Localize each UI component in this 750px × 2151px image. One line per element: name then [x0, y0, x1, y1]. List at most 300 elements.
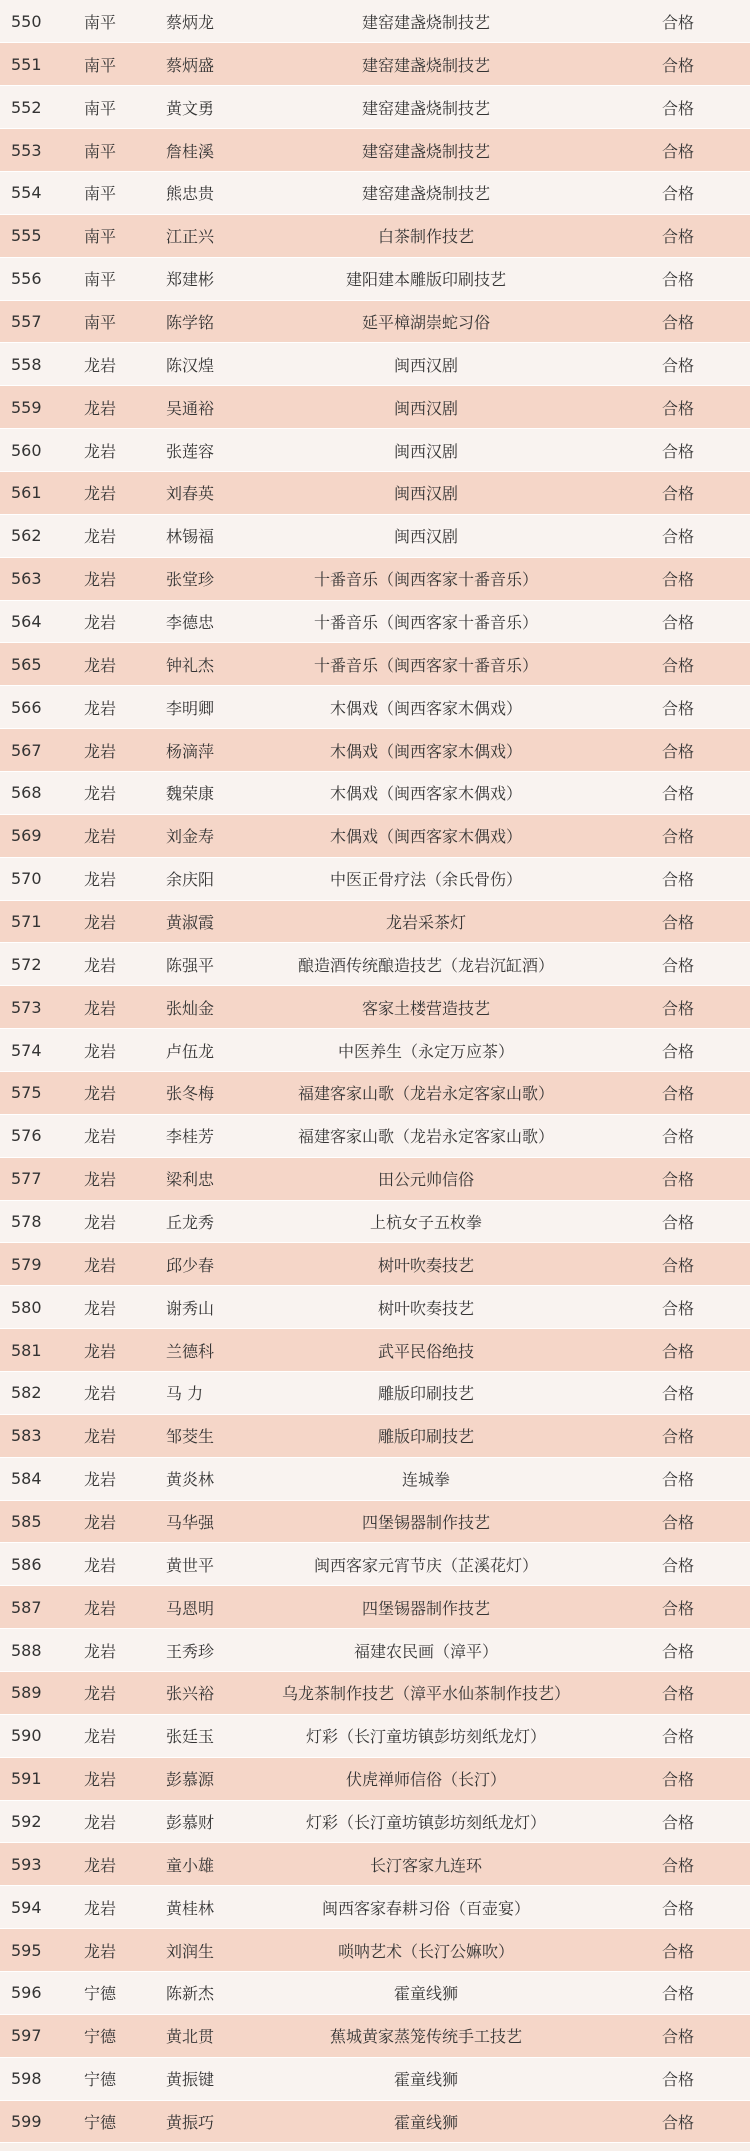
row-result: 合格 — [661, 870, 694, 890]
row-number: 550 — [11, 11, 42, 31]
row-name: 黄桂林 — [166, 1898, 215, 1918]
row-result: 合格 — [661, 912, 694, 932]
table-row — [0, 1929, 750, 1972]
row-name: 黄文勇 — [166, 98, 215, 118]
row-region: 龙岩 — [83, 1898, 116, 1918]
row-name: 王秀珍 — [166, 1641, 215, 1661]
row-number: 569 — [11, 826, 42, 846]
row-region: 南平 — [83, 55, 116, 75]
table-row — [0, 1329, 750, 1372]
table-row — [0, 1629, 750, 1672]
row-name: 李明卿 — [166, 698, 215, 718]
table-row — [0, 600, 750, 643]
row-number: 597 — [11, 2026, 42, 2046]
row-region: 龙岩 — [83, 1727, 116, 1747]
row-name: 黄炎林 — [166, 1470, 215, 1490]
row-project: 福建农民画（漳平） — [353, 1641, 498, 1661]
row-number: 585 — [11, 1512, 42, 1531]
row-name: 郑建彬 — [166, 270, 215, 290]
row-result: 合格 — [661, 741, 694, 761]
row-name: 陈强平 — [166, 955, 215, 975]
row-name: 黄振巧 — [166, 2113, 215, 2133]
table-row — [0, 129, 750, 172]
row-name: 江正兴 — [166, 227, 215, 247]
table-row — [0, 86, 750, 129]
table-row — [0, 1157, 750, 1200]
table-row — [0, 814, 750, 857]
row-project: 武平民俗绝技 — [377, 1341, 474, 1361]
table-row — [0, 1372, 750, 1415]
row-number: 556 — [11, 269, 42, 289]
row-region: 龙岩 — [83, 827, 116, 847]
row-number: 558 — [11, 354, 42, 374]
row-project: 建窑建盏烧制技艺 — [361, 55, 490, 75]
row-name: 彭慕源 — [166, 1770, 215, 1790]
table-row — [0, 300, 750, 343]
row-number: 575 — [11, 1083, 42, 1103]
row-number: 591 — [11, 1769, 42, 1789]
row-name: 彭慕财 — [166, 1813, 215, 1833]
row-result: 合格 — [661, 1084, 694, 1104]
row-region: 龙岩 — [83, 1598, 116, 1618]
row-name: 陈汉煌 — [166, 355, 215, 375]
row-region: 龙岩 — [83, 1341, 116, 1361]
row-result: 合格 — [661, 1555, 694, 1575]
row-project: 雕版印刷技艺 — [377, 1427, 474, 1447]
row-name: 李桂芳 — [166, 1127, 215, 1147]
row-result: 合格 — [661, 270, 694, 290]
table-row — [0, 343, 750, 386]
row-number: 580 — [11, 1297, 42, 1317]
row-region: 南平 — [83, 12, 116, 32]
row-number: 577 — [11, 1169, 42, 1189]
row-result: 合格 — [661, 784, 694, 804]
row-region: 南平 — [83, 98, 116, 118]
table-row — [0, 257, 750, 300]
row-name: 余庆阳 — [166, 870, 215, 890]
row-number: 579 — [11, 1254, 42, 1274]
row-region: 龙岩 — [83, 1427, 116, 1447]
table-row — [0, 686, 750, 729]
row-project: 唢呐艺术（长汀公嫲吹） — [337, 1941, 514, 1961]
row-project: 霍童线狮 — [393, 1984, 458, 2004]
row-number: 595 — [11, 1940, 42, 1960]
row-project: 十番音乐（闽西客家十番音乐） — [313, 655, 538, 675]
row-name: 林锡福 — [166, 527, 215, 547]
row-region: 龙岩 — [83, 1813, 116, 1833]
row-name: 张兴裕 — [166, 1684, 215, 1704]
table-row — [0, 771, 750, 814]
row-region: 龙岩 — [83, 1641, 116, 1661]
table-row — [0, 729, 750, 772]
row-project: 闽西客家春耕习俗（百壶宴） — [321, 1898, 530, 1918]
row-result: 合格 — [661, 1470, 694, 1490]
row-project: 建窑建盏烧制技艺 — [361, 98, 490, 118]
row-name: 张灿金 — [166, 998, 215, 1018]
table-row — [0, 986, 750, 1029]
row-project: 闽西客家元宵节庆（芷溪花灯） — [313, 1555, 538, 1575]
row-name: 魏荣康 — [166, 784, 215, 804]
row-result: 合格 — [661, 1984, 694, 2004]
row-number: 599 — [11, 2112, 42, 2132]
row-result: 合格 — [661, 1298, 694, 1318]
row-number: 581 — [11, 1340, 42, 1360]
row-result: 合格 — [661, 1212, 694, 1232]
row-number: 553 — [11, 140, 42, 160]
row-name: 吴通裕 — [166, 398, 215, 418]
table-row — [0, 471, 750, 514]
table-row — [0, 43, 750, 86]
row-name: 张莲容 — [166, 441, 215, 461]
row-number: 598 — [11, 2069, 42, 2089]
row-number: 552 — [11, 97, 42, 117]
row-project: 建窑建盏烧制技艺 — [361, 12, 490, 32]
row-project: 树叶吹奏技艺 — [377, 1255, 474, 1275]
row-region: 宁德 — [83, 2027, 116, 2047]
row-region: 宁德 — [83, 1984, 116, 2004]
row-number: 588 — [11, 1640, 42, 1660]
row-region: 龙岩 — [83, 741, 116, 761]
row-result: 合格 — [661, 312, 694, 332]
row-region: 龙岩 — [83, 612, 116, 632]
row-result: 合格 — [661, 1041, 694, 1061]
table-row — [0, 1414, 750, 1457]
table-row — [0, 1972, 750, 2015]
row-result: 合格 — [661, 1727, 694, 1747]
row-region: 龙岩 — [83, 655, 116, 675]
table-row — [0, 2014, 750, 2057]
row-project: 十番音乐（闽西客家十番音乐） — [313, 570, 538, 590]
row-name: 卢伍龙 — [166, 1041, 215, 1061]
row-number: 593 — [11, 1854, 42, 1874]
row-project: 福建客家山歌（龙岩永定客家山歌） — [297, 1084, 554, 1104]
row-region: 龙岩 — [83, 870, 116, 890]
row-region: 龙岩 — [83, 1684, 116, 1704]
row-project: 木偶戏（闽西客家木偶戏） — [329, 827, 522, 847]
row-region: 龙岩 — [83, 998, 116, 1018]
row-number: 560 — [11, 440, 42, 460]
row-result: 合格 — [661, 1384, 694, 1404]
row-number: 559 — [11, 397, 42, 417]
row-name: 邱少春 — [166, 1255, 215, 1275]
row-project: 田公元帅信俗 — [377, 1170, 474, 1190]
row-number: 554 — [11, 183, 42, 203]
row-result: 合格 — [661, 570, 694, 590]
table-row — [0, 1457, 750, 1500]
table-row — [0, 643, 750, 686]
row-name: 李德忠 — [166, 612, 215, 632]
row-result: 合格 — [661, 1255, 694, 1275]
row-project: 木偶戏（闽西客家木偶戏） — [329, 784, 522, 804]
row-project: 灯彩（长汀童坊镇彭坊刻纸龙灯） — [305, 1727, 546, 1747]
table-row — [0, 429, 750, 472]
row-name: 张堂珍 — [166, 570, 215, 590]
row-region: 龙岩 — [83, 441, 116, 461]
row-region: 龙岩 — [83, 398, 116, 418]
row-project: 建窑建盏烧制技艺 — [361, 184, 490, 204]
row-result: 合格 — [661, 441, 694, 461]
row-result: 合格 — [661, 227, 694, 247]
table-row — [0, 1843, 750, 1886]
row-number: 563 — [11, 569, 42, 589]
row-region: 龙岩 — [83, 1255, 116, 1275]
row-name: 丘龙秀 — [166, 1212, 215, 1232]
table-row — [0, 514, 750, 557]
row-name: 詹桂溪 — [166, 141, 215, 161]
row-project: 白茶制作技艺 — [377, 227, 474, 247]
row-name: 张廷玉 — [166, 1727, 215, 1747]
table-row — [0, 1586, 750, 1629]
table-row — [0, 171, 750, 214]
row-region: 龙岩 — [83, 1384, 116, 1404]
row-number: 572 — [11, 954, 42, 974]
row-number: 590 — [11, 1726, 42, 1746]
row-project: 闽西汉剧 — [393, 527, 458, 547]
table-row — [0, 900, 750, 943]
row-project: 雕版印刷技艺 — [377, 1384, 474, 1404]
row-number: 562 — [11, 526, 42, 546]
row-project: 蕉城黄家蒸笼传统手工技艺 — [329, 2027, 522, 2047]
table-row — [0, 1029, 750, 1072]
row-number: 564 — [11, 611, 42, 631]
table-row — [0, 1757, 750, 1800]
row-name: 陈学铭 — [166, 312, 215, 332]
row-project: 建阳建本雕版印刷技艺 — [345, 270, 506, 290]
row-region: 龙岩 — [83, 912, 116, 932]
row-number: 594 — [11, 1897, 42, 1917]
row-region: 龙岩 — [83, 1855, 116, 1875]
table-row — [0, 386, 750, 429]
row-region: 龙岩 — [83, 784, 116, 804]
table-row — [0, 1886, 750, 1929]
row-name: 黄淑霞 — [166, 912, 215, 932]
row-result: 合格 — [661, 2027, 694, 2047]
row-project: 霍童线狮 — [393, 2070, 458, 2090]
row-region: 南平 — [83, 270, 116, 290]
row-project: 十番音乐（闽西客家十番音乐） — [313, 612, 538, 632]
row-project: 闽西汉剧 — [393, 355, 458, 375]
row-result: 合格 — [661, 484, 694, 504]
row-region: 龙岩 — [83, 570, 116, 590]
table-row — [0, 2100, 750, 2143]
row-name: 蔡炳龙 — [166, 12, 215, 32]
row-name: 刘润生 — [166, 1941, 215, 1961]
row-name: 杨滴萍 — [166, 741, 215, 761]
row-name: 马 力 — [166, 1384, 204, 1404]
row-result: 合格 — [661, 612, 694, 632]
row-name: 黄北贯 — [166, 2027, 215, 2047]
row-number: 568 — [11, 783, 42, 803]
row-number: 570 — [11, 869, 42, 889]
table-row — [0, 1500, 750, 1543]
row-name: 童小雄 — [166, 1855, 215, 1875]
row-result: 合格 — [661, 1641, 694, 1661]
table-row — [0, 1243, 750, 1286]
row-region: 龙岩 — [83, 1770, 116, 1790]
row-region: 南平 — [83, 184, 116, 204]
row-project: 中医正骨疗法（余氏骨伤） — [329, 870, 522, 890]
table-row — [0, 557, 750, 600]
row-region: 宁德 — [83, 2113, 116, 2133]
row-result: 合格 — [661, 1813, 694, 1833]
row-result: 合格 — [661, 55, 694, 75]
row-region: 龙岩 — [83, 1212, 116, 1232]
row-project: 霍童线狮 — [393, 2113, 458, 2133]
row-name: 张冬梅 — [166, 1084, 215, 1104]
row-project: 闽西汉剧 — [393, 398, 458, 418]
row-name: 刘金寿 — [166, 827, 215, 847]
row-number: 567 — [11, 740, 42, 760]
row-result: 合格 — [661, 2070, 694, 2090]
row-region: 南平 — [83, 312, 116, 332]
row-project: 延平樟湖崇蛇习俗 — [361, 312, 490, 332]
row-region: 龙岩 — [83, 698, 116, 718]
row-result: 合格 — [661, 398, 694, 418]
row-number: 561 — [11, 483, 42, 503]
row-region: 龙岩 — [83, 1298, 116, 1318]
row-name: 梁利忠 — [166, 1170, 215, 1190]
row-result: 合格 — [661, 1855, 694, 1875]
row-number: 576 — [11, 1126, 42, 1146]
row-result: 合格 — [661, 527, 694, 547]
row-name: 蔡炳盛 — [166, 55, 215, 75]
row-number: 596 — [11, 1983, 42, 2003]
row-region: 龙岩 — [83, 1941, 116, 1961]
row-result: 合格 — [661, 1513, 694, 1532]
row-project: 龙岩采茶灯 — [385, 912, 466, 932]
row-region: 龙岩 — [83, 1513, 116, 1532]
row-result: 合格 — [661, 698, 694, 718]
row-result: 合格 — [661, 2113, 694, 2133]
row-number: 557 — [11, 311, 42, 331]
table-row — [0, 857, 750, 900]
row-name: 熊忠贵 — [166, 184, 215, 204]
row-number: 584 — [11, 1469, 42, 1489]
row-result: 合格 — [661, 998, 694, 1018]
table-row — [0, 1543, 750, 1586]
row-result: 合格 — [661, 1341, 694, 1361]
row-region: 龙岩 — [83, 1555, 116, 1575]
table-row — [0, 1714, 750, 1757]
row-number: 555 — [11, 226, 42, 246]
table-row — [0, 0, 750, 43]
row-number: 578 — [11, 1211, 42, 1231]
row-project: 福建客家山歌（龙岩永定客家山歌） — [297, 1127, 554, 1147]
row-result: 合格 — [661, 1684, 694, 1704]
row-project: 酿造酒传统酿造技艺（龙岩沉缸酒） — [297, 955, 554, 975]
row-region: 宁德 — [83, 2070, 116, 2090]
row-project: 闽西汉剧 — [393, 484, 458, 504]
row-number: 573 — [11, 997, 42, 1017]
row-result: 合格 — [661, 1427, 694, 1447]
table-row — [0, 1800, 750, 1843]
row-name: 马恩明 — [166, 1598, 215, 1618]
row-name: 兰德科 — [166, 1341, 215, 1361]
row-project: 伏虎禅师信俗（长汀） — [345, 1770, 506, 1790]
row-project: 客家土楼营造技艺 — [361, 998, 490, 1018]
row-number: 551 — [11, 54, 42, 74]
row-project: 四堡锡器制作技艺 — [361, 1598, 490, 1618]
row-name: 谢秀山 — [166, 1298, 215, 1318]
row-region: 龙岩 — [83, 1170, 116, 1190]
row-region: 龙岩 — [83, 1470, 116, 1490]
row-region: 龙岩 — [83, 1127, 116, 1147]
row-result: 合格 — [661, 1770, 694, 1790]
table-row — [0, 1071, 750, 1114]
row-number: 586 — [11, 1554, 42, 1574]
row-project: 四堡锡器制作技艺 — [361, 1513, 490, 1532]
table-row — [0, 1672, 750, 1715]
row-project: 中医养生（永定万应茶） — [337, 1041, 514, 1061]
row-name: 陈新杰 — [166, 1984, 215, 2004]
row-result: 合格 — [661, 827, 694, 847]
row-result: 合格 — [661, 355, 694, 375]
row-result: 合格 — [661, 98, 694, 118]
table-row — [0, 1114, 750, 1157]
row-project: 连城拳 — [401, 1470, 450, 1490]
row-result: 合格 — [661, 655, 694, 675]
row-result: 合格 — [661, 141, 694, 161]
row-project: 建窑建盏烧制技艺 — [361, 141, 490, 161]
row-name: 刘春英 — [166, 484, 215, 504]
row-result: 合格 — [661, 12, 694, 32]
row-number: 566 — [11, 697, 42, 717]
row-result: 合格 — [661, 1941, 694, 1961]
table-row — [0, 214, 750, 257]
row-project: 乌龙茶制作技艺（漳平水仙茶制作技艺） — [281, 1684, 570, 1704]
row-name: 黄世平 — [166, 1555, 215, 1575]
row-name: 邹茭生 — [166, 1427, 215, 1447]
row-number: 565 — [11, 654, 42, 674]
row-project: 灯彩（长汀童坊镇彭坊刻纸龙灯） — [305, 1813, 546, 1833]
row-region: 龙岩 — [83, 1084, 116, 1104]
row-result: 合格 — [661, 955, 694, 975]
row-result: 合格 — [661, 1598, 694, 1618]
table-row — [0, 943, 750, 986]
row-result: 合格 — [661, 1127, 694, 1147]
row-project: 木偶戏（闽西客家木偶戏） — [329, 698, 522, 718]
table-row — [0, 1200, 750, 1243]
row-number: 587 — [11, 1597, 42, 1617]
row-name: 钟礼杰 — [166, 655, 215, 675]
row-name: 马华强 — [166, 1513, 215, 1532]
table-row — [0, 2057, 750, 2100]
row-region: 龙岩 — [83, 955, 116, 975]
row-result: 合格 — [661, 1170, 694, 1190]
row-number: 592 — [11, 1812, 42, 1832]
row-name: 黄振键 — [166, 2070, 215, 2090]
row-project: 长汀客家九连环 — [369, 1855, 482, 1875]
row-project: 木偶戏（闽西客家木偶戏） — [329, 741, 522, 761]
row-number: 589 — [11, 1683, 42, 1703]
row-region: 南平 — [83, 141, 116, 161]
row-result: 合格 — [661, 184, 694, 204]
row-number: 582 — [11, 1383, 42, 1403]
row-region: 南平 — [83, 227, 116, 247]
row-project: 闽西汉剧 — [393, 441, 458, 461]
row-number: 583 — [11, 1426, 42, 1446]
row-region: 龙岩 — [83, 355, 116, 375]
row-project: 树叶吹奏技艺 — [377, 1298, 474, 1318]
table-row — [0, 1286, 750, 1329]
row-region: 龙岩 — [83, 527, 116, 547]
row-project: 上杭女子五枚拳 — [369, 1212, 482, 1232]
row-region: 龙岩 — [83, 484, 116, 504]
row-number: 574 — [11, 1040, 42, 1060]
row-region: 龙岩 — [83, 1041, 116, 1061]
row-result: 合格 — [661, 1898, 694, 1918]
row-number: 571 — [11, 911, 42, 931]
